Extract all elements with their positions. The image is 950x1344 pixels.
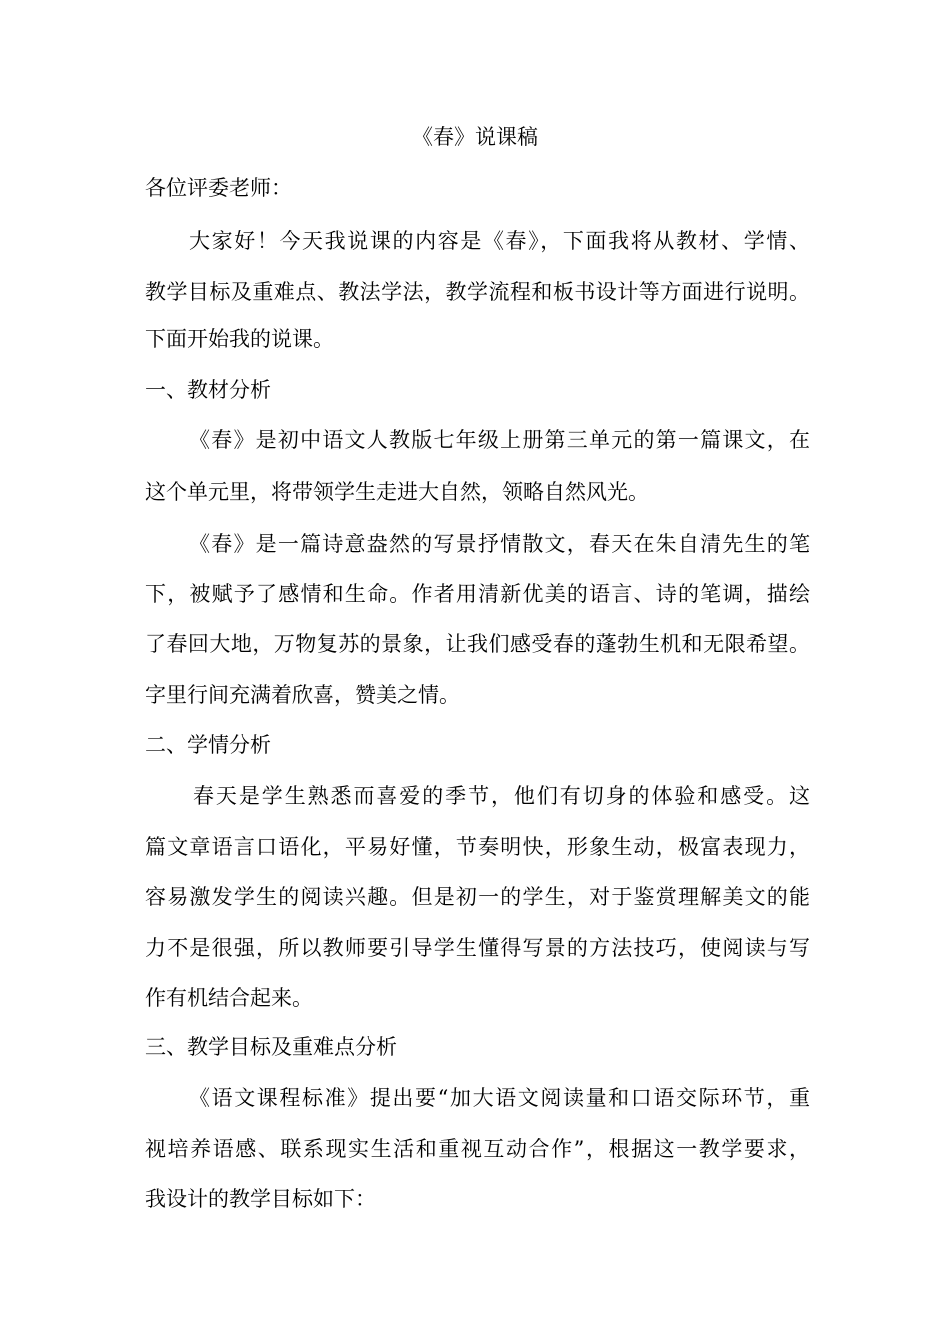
salutation: 各位评委老师： [145, 176, 292, 200]
paragraph-line: 《春》是一篇诗意盎然的写景抒情散文，春天在朱自清先生的笔 [189, 532, 810, 556]
section-heading: 三、教学目标及重难点分析 [145, 1035, 397, 1059]
paragraph-line: 春天是学生熟悉而喜爱的季节，他们有切身的体验和感受。这 [193, 784, 810, 808]
paragraph-line: 作有机结合起来。 [145, 986, 313, 1010]
paragraph-line: 我设计的教学目标如下： [145, 1187, 376, 1211]
paragraph-line: 这个单元里，将带领学生走进大自然，领略自然风光。 [145, 480, 649, 504]
paragraph-line: 力不是很强，所以教师要引导学生懂得写景的方法技巧，使阅读与写 [145, 936, 810, 960]
paragraph-line: 了春回大地，万物复苏的景象，让我们感受春的蓬勃生机和无限希望。 [145, 632, 810, 656]
paragraph-line: 篇文章语言口语化，平易好懂，节奏明快，形象生动，极富表现力， [145, 835, 810, 859]
paragraph-line: 字里行间充满着欣喜，赞美之情。 [145, 683, 460, 707]
paragraph-line: 容易激发学生的阅读兴趣。但是初一的学生，对于鉴赏理解美文的能 [145, 885, 810, 909]
section-heading: 二、学情分析 [145, 733, 271, 757]
paragraph-line: 下面开始我的说课。 [145, 327, 334, 351]
paragraph-line: 《语文课程标准》提出要“加大语文阅读量和口语交际环节，重 [189, 1086, 810, 1110]
paragraph-line: 大家好！今天我说课的内容是《春》，下面我将从教材、学情、 [189, 229, 810, 253]
paragraph-line: 下，被赋予了感情和生命。作者用清新优美的语言、诗的笔调，描绘 [145, 582, 810, 606]
paragraph-line: 视培养语感、联系现实生活和重视互动合作”，根据这一教学要求， [145, 1137, 810, 1161]
document-title: 《春》说课稿 [412, 125, 538, 149]
paragraph-line: 教学目标及重难点、教法学法，教学流程和板书设计等方面进行说明。 [145, 280, 810, 304]
paragraph-line: 《春》是初中语文人教版七年级上册第三单元的第一篇课文，在 [189, 428, 810, 452]
section-heading: 一、教材分析 [145, 378, 271, 402]
